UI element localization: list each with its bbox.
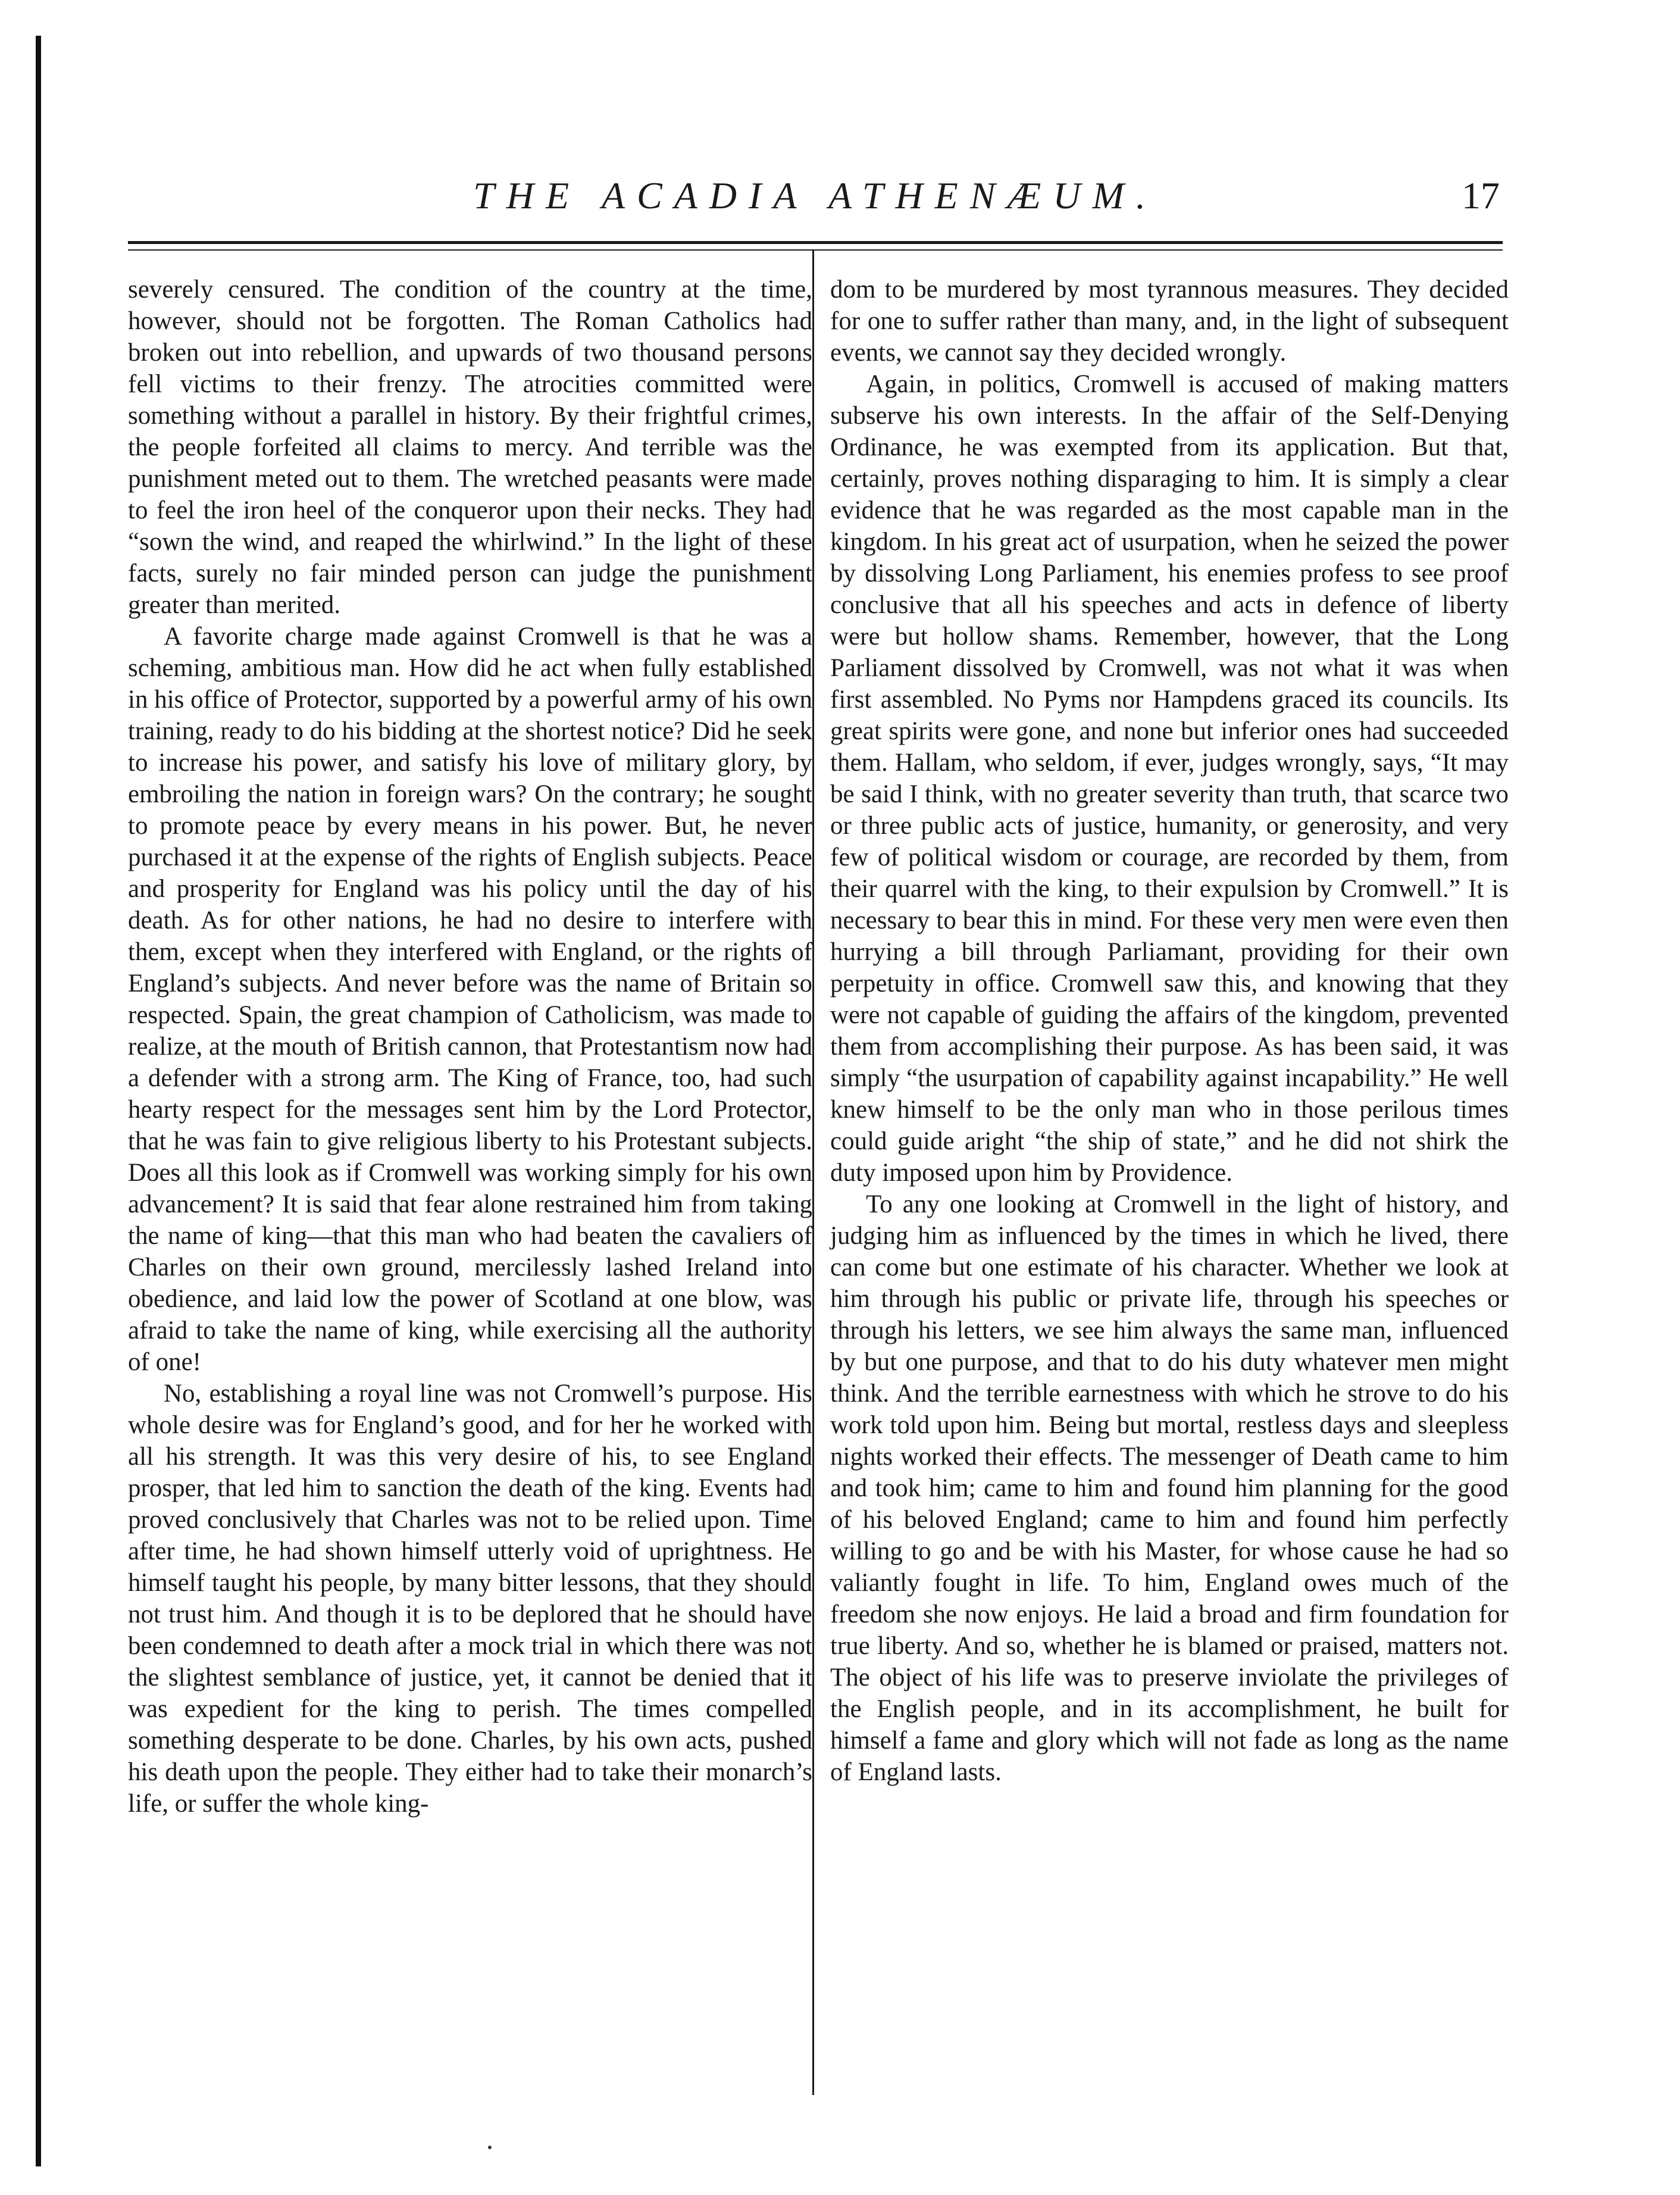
header-rule-thin [128, 249, 1503, 251]
column-divider [812, 250, 814, 2095]
header-rule-thick [128, 241, 1503, 244]
paragraph: Again, in politics, Cromwell is accused of making matters subserve his own interests. In the affair of the Self-Denying Ordinance, he was exempted from its application. But that, certainly, proves nothing disparaging to him. It is simply a clear evidence that he was regarded as the most capable man in the kingdom. In his great act of usurpation, when he seized the power by dissolving Long Parliament, his enemies profess to see proof conclusive that all his speeches and acts in defence of liberty were but hollow shams. Remember, however, that the Long Parliament dissolved by Cromwell, was not what it was when first assembled. No Pyms nor Hampdens graced its councils. Its great spirits were gone, and none but inferior ones had succeeded them. Hallam, who seldom, if ever, judges wrongly, says, “It may be said I think, with no greater severity than truth, that scarce two or three public acts of justice, humanity, or generosity, and very few of political wisdom or courage, are recorded by them, from their quarrel with the king, to their expulsion by Cromwell.” It is necessary to bear this in mind. For these very men were even then hurrying a bill through Parliamant, providing for their own perpetuity in office. Cromwell saw this, and knowing that they were not capable of guiding the affairs of the kingdom, prevented them from accomplishing their purpose. As has been said, it was simply “the usurpation of capability against incapability.” He well knew himself to be the only man who in those perilous times could guide aright “the ship of state,” and he did not shirk the duty imposed upon him by Providence. [830, 370, 1509, 1187]
binding-edge [36, 36, 41, 2166]
paragraph: dom to be murdered by most tyrannous measures. They decided for one to suffer rather than many, and, in the light of subsequent events, we cannot say they decided wrongly. [830, 276, 1509, 367]
left-column [128, 274, 812, 1819]
running-title: THE ACADIA ATHENÆUM. [473, 174, 1157, 217]
page-number: 17 [1462, 174, 1500, 217]
print-speck [488, 2146, 492, 2149]
page-header [131, 161, 1500, 232]
right-column [830, 274, 1509, 1788]
paragraph: severely censured. The condition of the country at the time, however, should not be forgotten. The Roman Catholics had broken out into rebellion, and upwards of two thousand persons fell victims to their frenzy. The atrocities committed were something without a parallel in history. By their frightful crimes, the people forfeited all claims to mercy. And terrible was the punishment meted out to them. The wretched peasants were made to feel the iron heel of the conqueror upon their necks. They had “sown the wind, and reaped the whirlwind.” In the light of these facts, surely no fair minded person can judge the punishment greater than merited. [128, 276, 812, 619]
paragraph: A favorite charge made against Cromwell is that he was a scheming, ambitious man. How did he act when fully established in his office of Protector, supported by a powerful army of his own training, ready to do his bidding at the shortest notice? Did he seek to increase his power, and satisfy his love of military glory, by embroiling the nation in foreign wars? On the contrary; he sought to promote peace by every means in his power. But, he never purchased it at the expense of the rights of English subjects. Peace and prosperity for England was his policy until the day of his death. As for other nations, he had no desire to interfere with them, except when they interfered with England, or the rights of England’s subjects. And never before was the name of Britain so respected. Spain, the great champion of Catholicism, was made to realize, at the mouth of British cannon, that Protestantism now had a defender with a strong arm. The King of France, too, had such hearty respect for the messages sent him by the Lord Protector, that he was fain to give religious liberty to his Protestant subjects. Does all this look as if Cromwell was working simply for his own advancement? It is said that fear alone restrained him from taking the name of king—that this man who had beaten the cavaliers of Charles on their own ground, mercilessly lashed Ireland into obedience, and laid low the power of Scotland at one blow, was afraid to take the name of king, while exercising all the authority of one! [128, 623, 812, 1376]
paragraph: No, establishing a royal line was not Cromwell’s purpose. His whole desire was for England’s good, and for her he worked with all his strength. It was this very desire of his, to see England prosper, that led him to sanction the death of the king. Events had proved conclusively that Charles was not to be relied upon. Time after time, he had shown himself utterly void of uprightness. He himself taught his people, by many bitter lessons, that they should not trust him. And though it is to be deplored that he should have been condemned to death after a mock trial in which there was not the slightest semblance of justice, yet, it cannot be denied that it was expedient for the king to perish. The times compelled something desperate to be done. Charles, by his own acts, pushed his death upon the people. They either had to take their monarch’s life, or suffer the whole king- [128, 1380, 812, 1818]
paragraph: To any one looking at Cromwell in the light of history, and judging him as influenced by the times in which he lived, there can come but one estimate of his character. Whether we look at him through his public or private life, through his speeches or through his letters, we see him always the same man, influenced by but one purpose, and that to do his duty whatever men might think. And the terrible earnestness with which he strove to do his work told upon him. Being but mortal, restless days and sleepless nights worked their effects. The messenger of Death came to him and took him; came to him and found him planning for the good of his beloved England; came to him and found him perfectly willing to go and be with his Master, for whose cause he had so valiantly fought in life. To him, England owes much of the freedom she now enjoys. He laid a broad and firm foundation for true liberty. And so, whether he is blamed or praised, matters not. The object of his life was to preserve inviolate the privileges of the English people, and in its accomplishment, he built for himself a fame and glory which will not fade as long as the name of England lasts. [830, 1190, 1509, 1786]
